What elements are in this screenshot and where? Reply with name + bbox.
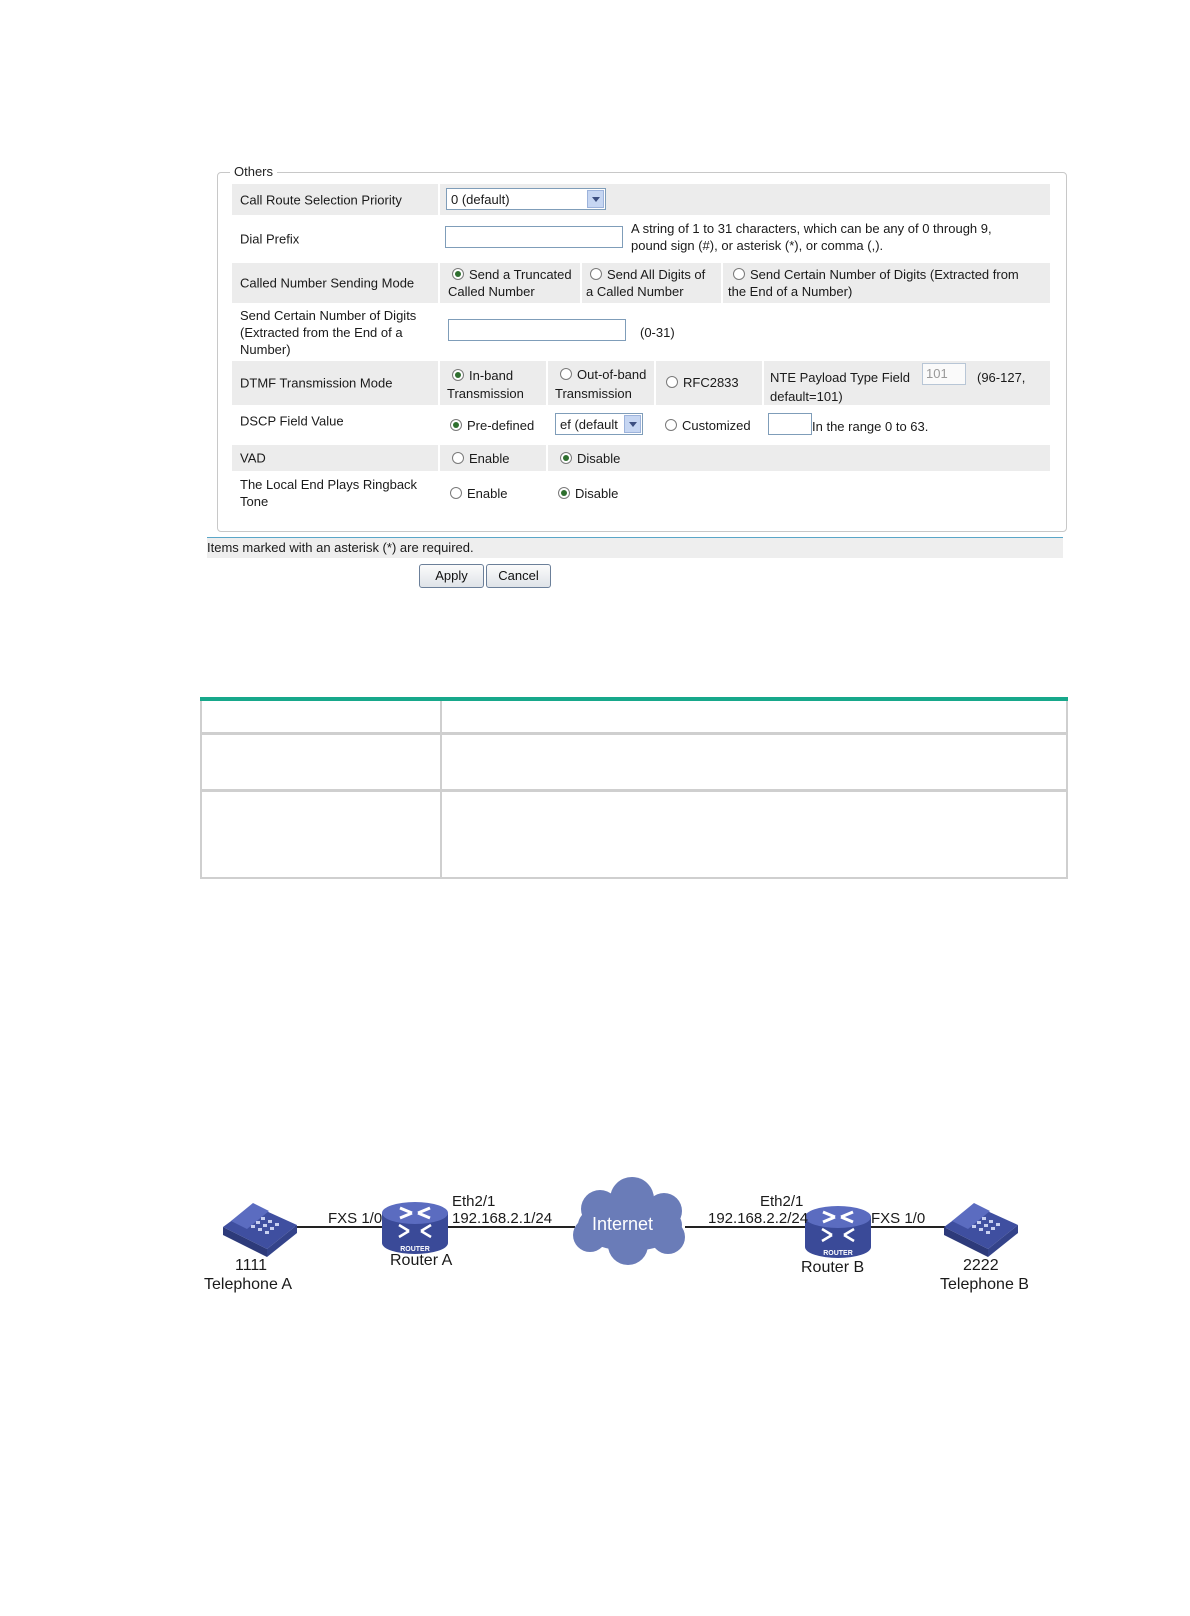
dial-prefix-label: Dial Prefix [240, 231, 300, 247]
row-send-certain [232, 305, 1050, 359]
internet-label: Internet [592, 1214, 654, 1234]
dscp-opt1-label: Pre-defined [467, 418, 535, 433]
fieldset-legend: Others [230, 164, 277, 179]
dial-prefix-hint-1: A string of 1 to 31 characters, which can be any of 0 through 9, [631, 221, 992, 236]
called-mode-opt3-label-2: the End of a Number) [728, 284, 853, 299]
dial-prefix-hint-2: pound sign (#), or asterisk (*), or comma (,). [631, 238, 884, 253]
ip-a-label: 192.168.2.1/24 [452, 1210, 553, 1227]
row-ringback [232, 473, 1050, 515]
dscp-select[interactable] [555, 413, 643, 435]
cancel-button[interactable]: Cancel [486, 564, 551, 588]
dscp-select-value: ef (default [560, 417, 618, 432]
called-mode-opt1-label-2: Called Number [448, 284, 535, 299]
eth-b-label: Eth2/1 [760, 1193, 804, 1210]
call-route-select[interactable] [446, 188, 606, 210]
nte-value: 101 [926, 366, 948, 381]
dtmf-radio-in-band[interactable] [452, 369, 464, 381]
row-called-mode [232, 263, 1050, 303]
dial-prefix-input[interactable] [445, 226, 623, 248]
dtmf-opt1-label-2: Transmission [447, 386, 524, 401]
send-certain-range: (0-31) [640, 325, 675, 340]
vad-opt2-label: Disable [577, 451, 621, 466]
called-mode-radio-certain-digits[interactable] [733, 268, 745, 280]
nte-range-2: default=101) [770, 389, 843, 404]
row-vad [232, 445, 1050, 471]
eth-a-label: Eth2/1 [452, 1193, 496, 1210]
ringback-opt1-label: Enable [467, 486, 508, 501]
vad-radio-enable[interactable] [452, 452, 464, 464]
dtmf-opt3-label: RFC2833 [683, 375, 739, 390]
tel-a-number: 1111 [235, 1257, 268, 1274]
router-b-icon [805, 1206, 871, 1258]
ringback-label-1: The Local End Plays Ringback [240, 477, 418, 492]
nte-input[interactable] [922, 363, 966, 385]
chevron-down-icon [624, 415, 641, 433]
send-certain-label-2: (Extracted from the End of a [240, 325, 403, 340]
telephone-a-icon [223, 1203, 297, 1257]
tel-b-number: 2222 [963, 1257, 999, 1274]
apply-button[interactable]: Apply [419, 564, 484, 588]
required-note: Items marked with an asterisk (*) are required. [207, 538, 1063, 558]
vad-radio-disable[interactable] [560, 452, 572, 464]
called-mode-label: Called Number Sending Mode [240, 275, 415, 291]
ringback-label-2: Tone [240, 494, 269, 509]
tel-b-name: Telephone B [940, 1276, 1029, 1293]
vad-opt1-label: Enable [469, 451, 510, 466]
row-call-route [232, 184, 1050, 215]
nte-label: NTE Payload Type Field [770, 370, 910, 385]
dscp-radio-predefined[interactable] [450, 419, 462, 431]
dscp-opt2-label: Customized [682, 418, 751, 433]
network-diagram [0, 1175, 1190, 1305]
dtmf-radio-rfc2833[interactable] [666, 376, 678, 388]
vad-label: VAD [240, 450, 266, 466]
router-a-badge: ROUTER [400, 1246, 430, 1253]
dscp-radio-customized[interactable] [665, 419, 677, 431]
tel-a-name: Telephone A [204, 1276, 293, 1293]
telephone-b-icon [944, 1203, 1018, 1257]
fxs-b-label: FXS 1/0 [871, 1210, 926, 1227]
send-certain-label-3: Number) [240, 342, 291, 357]
router-a-name: Router A [390, 1252, 453, 1269]
router-b-name: Router B [801, 1259, 865, 1276]
dtmf-opt2-label: Out-of-band [577, 367, 647, 382]
dtmf-radio-out-of-band[interactable] [560, 368, 572, 380]
ip-b-label: 192.168.2.2/24 [708, 1210, 809, 1227]
router-b-badge: ROUTER [823, 1250, 853, 1257]
ringback-opt2-label: Disable [575, 486, 619, 501]
dscp-label: DSCP Field Value [240, 413, 344, 429]
called-mode-radio-all-digits[interactable] [590, 268, 602, 280]
others-fieldset [217, 164, 1067, 532]
table-row-divider [202, 732, 1066, 735]
send-certain-input[interactable] [448, 319, 626, 341]
row-dial-prefix [232, 217, 1050, 261]
dscp-custom-input[interactable] [768, 413, 812, 435]
called-mode-opt3-label: Send Certain Number of Digits (Extracted from [750, 267, 1019, 282]
ringback-radio-enable[interactable] [450, 487, 462, 499]
called-mode-opt2-label-2: a Called Number [586, 284, 684, 299]
called-mode-radio-truncated[interactable] [452, 268, 464, 280]
router-a-icon [382, 1202, 448, 1254]
parameter-table [200, 701, 1068, 879]
row-dscp [232, 407, 1050, 443]
called-mode-opt1-label: Send a Truncated [469, 267, 572, 282]
dtmf-opt1-label: In-band [469, 368, 514, 383]
call-route-label: Call Route Selection Priority [240, 192, 402, 207]
called-mode-opt2-label: Send All Digits of [607, 267, 706, 282]
dtmf-label: DTMF Transmission Mode [240, 375, 393, 391]
fxs-a-label: FXS 1/0 [328, 1210, 383, 1227]
call-route-value: 0 (default) [451, 192, 510, 207]
table-row-divider [202, 789, 1066, 792]
dtmf-opt2-label-2: Transmission [555, 386, 632, 401]
send-certain-label-1: Send Certain Number of Digits [240, 308, 417, 323]
nte-range-1: (96-127, [977, 370, 1026, 385]
chevron-down-icon [587, 190, 604, 208]
row-dtmf [232, 361, 1050, 405]
dscp-range: In the range 0 to 63. [812, 419, 929, 434]
ringback-radio-disable[interactable] [558, 487, 570, 499]
